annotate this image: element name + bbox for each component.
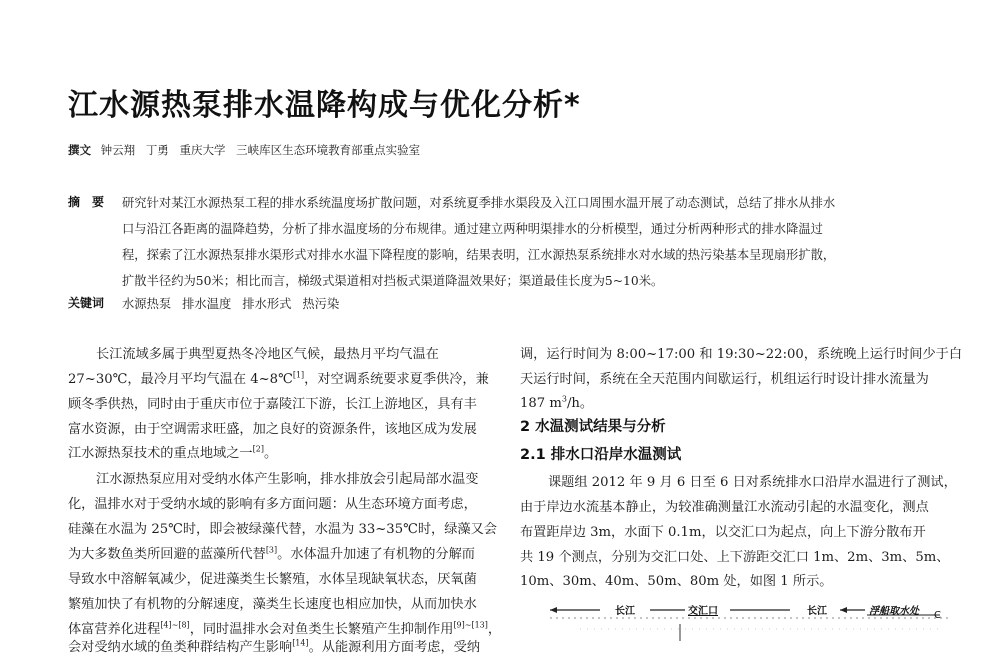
text-line: 硅藻在水温为 25℃时，即会被绿藻代替，水温为 33~35℃时，绿藻又会 xyxy=(68,522,497,537)
keyword: 热污染 xyxy=(302,297,340,311)
citation: [4]~[8] xyxy=(160,620,190,630)
abstract-line: 程，探索了江水源热泵排水渠形式对排水水温下降程度的影响，结果表明，江水源热泵系统排水对水域的热污染基本呈现扇形扩散， xyxy=(122,248,836,262)
author-name: 钟云翔 xyxy=(100,143,136,157)
text-line: 10m、30m、40m、50m、80m 处，如图 1 所示。 xyxy=(520,574,833,589)
author-line xyxy=(68,142,427,158)
paper-title: 江水源热泵排水温降构成与优化分析* xyxy=(68,88,581,123)
text-line: 调，运行时间为 8:00~17:00 和 19:30~22:00，系统晚上运行时间少于白 xyxy=(520,347,963,362)
subsection-heading: 2.1 排水口沿岸水温测试 xyxy=(520,447,682,463)
text-line: 布置距岸边 3m，水面下 0.1m，以交汇口为起点，向上下游分散布开 xyxy=(520,525,926,540)
citation: [14] xyxy=(292,638,309,648)
figure-label-c: C xyxy=(934,610,941,621)
text-line: 为大多数鱼类所回避的蓝藻所代替[3]。水体温升加速了有机物的分解而 xyxy=(68,545,475,562)
text-line: 课题组 2012 年 9 月 6 日至 6 日对系统排水口沿岸水温进行了测试， xyxy=(548,475,957,490)
abstract-line: 口与沿江各距离的温降趋势，分析了排水温度场的分布规律。通过建立两种明渠排水的分析模型，通过分析两种形式的排水降温过 xyxy=(122,222,823,236)
citation: [3] xyxy=(265,545,278,555)
text-line: 江水源热泵应用对受纳水体产生影响，排水排放会引起局部水温变 xyxy=(96,472,479,487)
figure-label-junction: 交汇口 xyxy=(688,606,718,617)
figure-label-intake: 浮船取水处 xyxy=(869,606,919,617)
figure-label-river: 长江 xyxy=(807,606,827,617)
left-column xyxy=(68,340,502,655)
abstract-label: 摘 要 xyxy=(68,195,105,209)
arrow-head xyxy=(550,607,557,613)
keyword: 水源热泵 xyxy=(122,297,172,311)
author-affiliation: 三峡库区生态环境教育部重点实验室 xyxy=(236,143,421,157)
abstract-line: 研究针对某江水源热泵工程的排水系统温度场扩散问题，对系统夏季排水渠段及入江口周围水温开展了动态测试，总结了排水从排水 xyxy=(122,196,836,210)
text-line: 富水资源，由于空调需求旺盛，加之良好的资源条件，该地区成为发展 xyxy=(68,422,477,437)
text-line: 导致水中溶解氧减少，促进藻类生长繁殖，水体呈现缺氧状态，厌氧菌 xyxy=(68,572,477,587)
keyword: 排水形式 xyxy=(242,297,292,311)
text-line: 187 $m^3/h$。 xyxy=(520,394,594,411)
figure-label-river: 长江 xyxy=(615,606,635,617)
author-label: 撰文 xyxy=(68,143,91,157)
figure-1 xyxy=(520,594,960,641)
text-line: 共 19 个测点，分别为交汇口处、上下游距交汇口 1m、2m、3m、5m、 xyxy=(520,550,950,565)
keywords xyxy=(122,294,346,312)
arrow-head xyxy=(840,607,847,613)
keyword: 排水温度 xyxy=(182,297,232,311)
text-line: 由于岸边水流基本静止，为较准确测量江水流动引起的水温变化，测点 xyxy=(520,500,929,515)
text-line: 繁殖加快了有机物的分解速度，藻类生长速度也相应加快，从而加快水 xyxy=(68,597,477,612)
right-column xyxy=(520,340,980,590)
text-line: 体富营养化进程[4]~[8]，同时温排水会对鱼类生长繁殖产生抑制作用[9]~[13]， xyxy=(68,620,502,637)
author-affiliation: 重庆大学 xyxy=(179,143,226,157)
text-line: 天运行时间，系统在全天范围内间歇运行，机组运行时设计排水流量为 xyxy=(520,372,929,387)
author-name: 丁勇 xyxy=(145,143,169,157)
section-heading: 2 水温测试结果与分析 xyxy=(520,419,666,435)
citation: [2] xyxy=(252,444,264,454)
abstract-line: 扩散半径约为50米；相比而言，梯级式渠道相对挡板式渠道降温效果好；渠道最佳长度为5~10米。 xyxy=(122,274,664,288)
text-line: 会对受纳水域的鱼类种群结构产生影响[14]。从能源利用方面考虑，受纳 xyxy=(68,638,481,655)
citation: [1] xyxy=(292,370,305,380)
citation: [9]~[13] xyxy=(453,620,488,630)
text-line: 化，温排水对于受纳水域的影响有多方面问题：从生态环境方面考虑， xyxy=(68,497,477,512)
text-line: 长江流域多属于典型夏热冬冷地区气候，最热月平均气温在 xyxy=(96,347,439,362)
text-line: 27~30℃，最冷月平均气温在 4~8℃[1]，对空调系统要求夏季供冷，兼 xyxy=(68,370,489,387)
text-line: 江水源热泵技术的重点地域之一[2]。 xyxy=(68,444,278,461)
text-line: 顾冬季供热，同时由于重庆市位于嘉陵江下游，长江上游地区，具有丰 xyxy=(68,397,477,412)
keywords-label: 关键词 xyxy=(68,296,105,310)
